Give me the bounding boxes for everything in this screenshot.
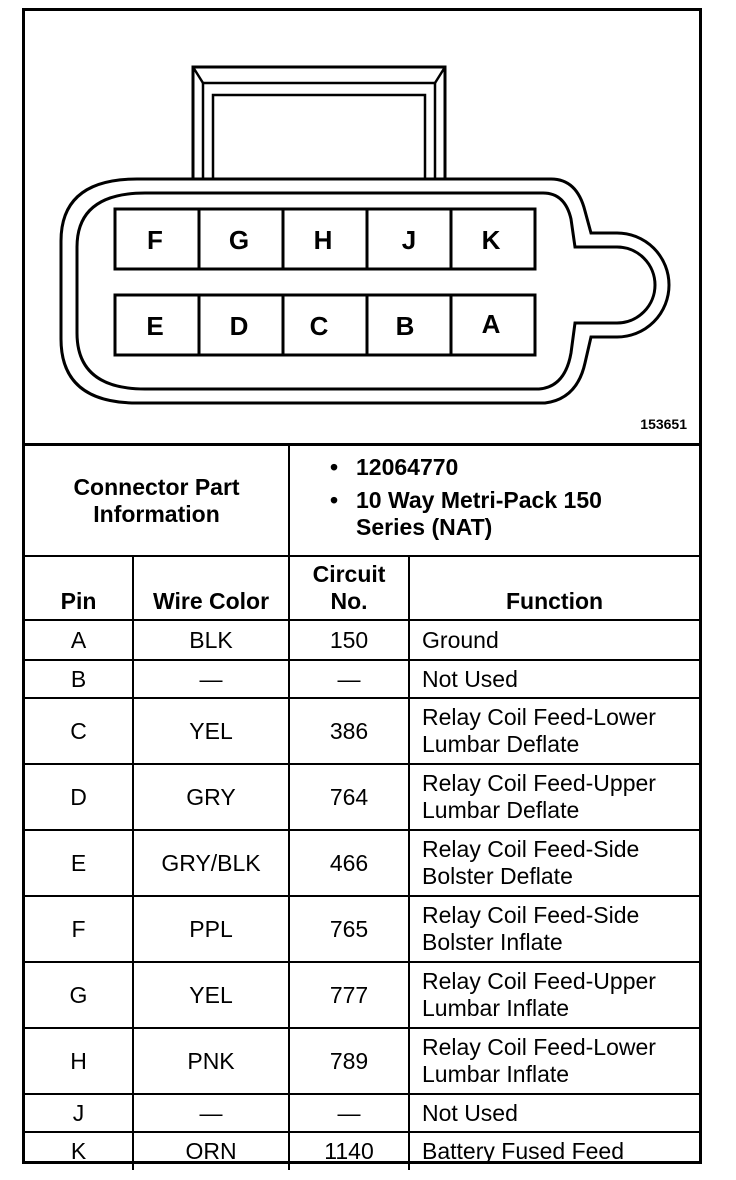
pin-label-A: A [481, 309, 501, 339]
function-cell [409, 830, 699, 896]
table-row [25, 896, 699, 962]
table-row [25, 660, 699, 698]
circuit-cell: — [289, 1094, 409, 1132]
wire-color-cell: BLK [133, 620, 289, 660]
function-line: Bolster Inflate [422, 929, 563, 955]
circuit-cell: 386 [289, 698, 409, 764]
column-header-function: Function [409, 556, 699, 620]
connector-sheet [22, 8, 702, 1164]
table-row [25, 698, 699, 764]
wire-color-cell: YEL [133, 698, 289, 764]
circuit-cell: 764 [289, 764, 409, 830]
figure-id: 153651 [640, 416, 687, 432]
function-line: Relay Coil Feed-Side [422, 902, 640, 928]
circuit-cell: — [289, 660, 409, 698]
function-line: Not Used [422, 665, 518, 692]
function-cell [409, 764, 699, 830]
circuit-cell: 765 [289, 896, 409, 962]
table-row [25, 830, 699, 896]
function-cell [409, 1028, 699, 1094]
function-line: Lumbar Deflate [422, 797, 580, 823]
pin-cell: F [25, 896, 133, 962]
function-line: Lumbar Deflate [422, 731, 580, 757]
function-cell [409, 962, 699, 1028]
wire-color-cell: GRY [133, 764, 289, 830]
circuit-cell: 150 [289, 620, 409, 660]
wire-color-cell: GRY/BLK [133, 830, 289, 896]
pin-label-D: D [229, 311, 249, 341]
circuit-cell: 789 [289, 1028, 409, 1094]
pin-cell: B [25, 660, 133, 698]
column-header-circuit [289, 556, 409, 620]
connector-info-label-line2: Information [93, 500, 220, 527]
table-row [25, 764, 699, 830]
pin-label-E: E [146, 311, 164, 341]
column-header-circuit-line1: Circuit [312, 561, 386, 587]
wire-color-cell: — [133, 660, 289, 698]
pin-label-J: J [401, 225, 417, 255]
function-line: Lumbar Inflate [422, 1061, 570, 1087]
pin-cell: H [25, 1028, 133, 1094]
table-header-row [25, 556, 699, 620]
pin-cell: D [25, 764, 133, 830]
wire-color-cell: PNK [133, 1028, 289, 1094]
function-cell [409, 660, 699, 698]
connector-info-row [25, 446, 699, 556]
connector-diagram-panel [25, 11, 699, 446]
function-line: Not Used [422, 1099, 518, 1126]
column-header-pin: Pin [25, 556, 133, 620]
table-row [25, 620, 699, 660]
circuit-cell: 1140 [289, 1132, 409, 1170]
pin-label-G: G [228, 225, 250, 255]
function-line: Relay Coil Feed-Lower [422, 704, 656, 730]
function-cell [409, 698, 699, 764]
pin-cell: G [25, 962, 133, 1028]
function-line: Lumbar Inflate [422, 995, 570, 1021]
wire-color-cell: ORN [133, 1132, 289, 1170]
connector-info-items [289, 446, 699, 556]
function-line: Battery Fused Feed [422, 1138, 625, 1164]
function-line: Relay Coil Feed-Upper [422, 968, 656, 994]
wire-color-cell: PPL [133, 896, 289, 962]
column-header-wire-color: Wire Color [133, 556, 289, 620]
connector-info-label-line1: Connector Part [73, 473, 240, 500]
function-line: Relay Coil Feed-Lower [422, 1034, 656, 1060]
connector-info-label [25, 446, 289, 556]
connector-latch-inner [203, 83, 435, 193]
circuit-cell: 777 [289, 962, 409, 1028]
table-row [25, 1094, 699, 1132]
table-row [25, 1028, 699, 1094]
function-cell [409, 896, 699, 962]
function-line: Relay Coil Feed-Upper [422, 770, 656, 796]
pin-cell: K [25, 1132, 133, 1170]
function-line: Ground [422, 626, 499, 653]
function-cell [409, 620, 699, 660]
pin-cell: J [25, 1094, 133, 1132]
connector-part-number: • 12064770 [330, 454, 699, 481]
pin-label-H: H [313, 225, 333, 255]
pin-cell: E [25, 830, 133, 896]
pin-label-K: K [481, 225, 501, 255]
function-cell [409, 1132, 699, 1170]
connector-series: • 10 Way Metri-Pack 150 Series (NAT) [330, 487, 636, 541]
pin-cell: A [25, 620, 133, 660]
function-cell [409, 1094, 699, 1132]
pin-label-B: B [395, 311, 415, 341]
connector-latch [193, 67, 445, 193]
pin-cell: C [25, 698, 133, 764]
table-row [25, 1132, 699, 1170]
pin-label-C: C [309, 311, 329, 341]
connector-face-drawing [25, 11, 699, 443]
wire-color-cell: — [133, 1094, 289, 1132]
wire-color-cell: YEL [133, 962, 289, 1028]
circuit-cell: 466 [289, 830, 409, 896]
column-header-circuit-line2: No. [330, 588, 368, 614]
function-line: Relay Coil Feed-Side [422, 836, 640, 862]
pinout-table [25, 446, 699, 1170]
function-line: Bolster Deflate [422, 863, 573, 889]
pin-label-F: F [147, 225, 163, 255]
table-row [25, 962, 699, 1028]
